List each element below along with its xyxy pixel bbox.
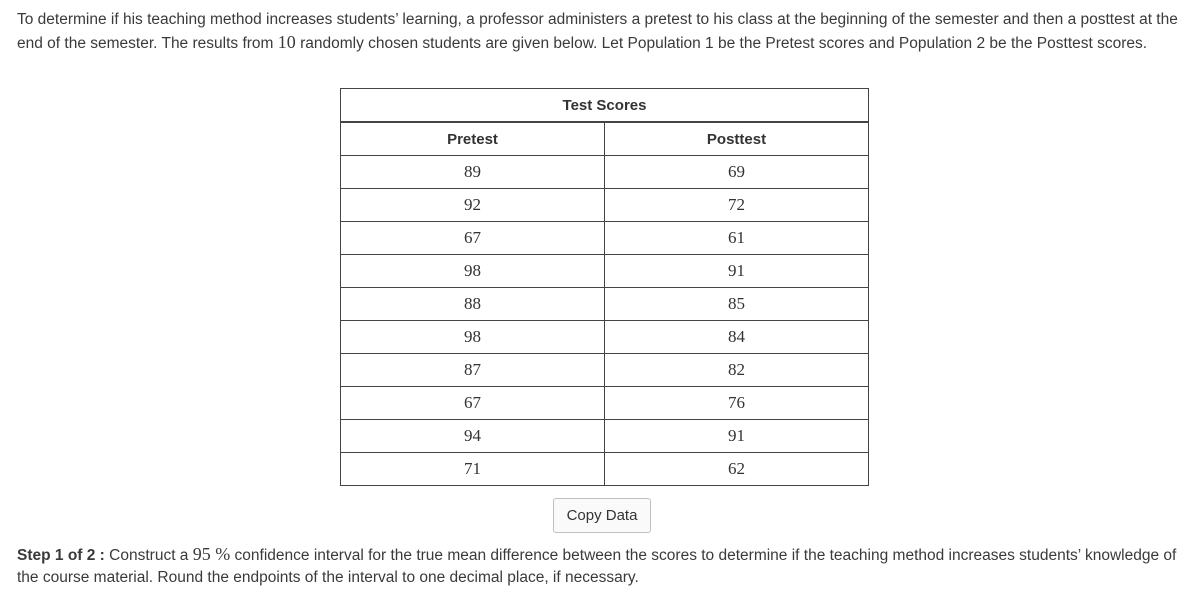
step-text-part1: Construct a: [104, 547, 193, 564]
posttest-cell: 91: [605, 420, 869, 453]
table-row: [341, 189, 869, 222]
table-row: [341, 288, 869, 321]
test-scores-table: [340, 88, 869, 486]
table-row: [341, 453, 869, 486]
column-header-posttest: Posttest: [605, 122, 869, 156]
pretest-cell: 94: [341, 420, 605, 453]
pretest-cell: 88: [341, 288, 605, 321]
table-row: [341, 222, 869, 255]
posttest-cell: 85: [605, 288, 869, 321]
table-row: [341, 255, 869, 288]
pretest-cell: 67: [341, 387, 605, 420]
posttest-cell: 61: [605, 222, 869, 255]
table-body: [341, 156, 869, 486]
table-row: [341, 354, 869, 387]
posttest-cell: 82: [605, 354, 869, 387]
pretest-cell: 98: [341, 255, 605, 288]
pretest-cell: 71: [341, 453, 605, 486]
posttest-cell: 91: [605, 255, 869, 288]
pretest-cell: 87: [341, 354, 605, 387]
problem-statement: [17, 9, 1197, 55]
posttest-cell: 62: [605, 453, 869, 486]
table-row: [341, 420, 869, 453]
intro-text-part2: randomly chosen students are given below. Let Population 1 be the Pretest scores and Population 2 be the Posttest scores.: [295, 35, 1148, 52]
table-row: [341, 321, 869, 354]
pretest-cell: 98: [341, 321, 605, 354]
pretest-cell: 89: [341, 156, 605, 189]
pretest-cell: 92: [341, 189, 605, 222]
step-instructions: [17, 543, 1197, 589]
posttest-cell: 76: [605, 387, 869, 420]
posttest-cell: 72: [605, 189, 869, 222]
posttest-cell: 84: [605, 321, 869, 354]
table-caption: Test Scores: [341, 89, 869, 123]
step-text-part2: confidence interval for the true mean difference between the scores to determine if the teaching method increases students’ knowledge of the course material. Round the endpoints of the interval to one decimal place, if necessary.: [17, 547, 1177, 586]
posttest-cell: 69: [605, 156, 869, 189]
confidence-level: 95 %: [192, 544, 231, 564]
table-row: [341, 387, 869, 420]
test-scores-table-container: [340, 88, 869, 486]
table-row: [341, 156, 869, 189]
sample-size: 10: [277, 32, 296, 52]
step-label: Step 1 of 2 :: [17, 547, 105, 564]
column-header-pretest: Pretest: [341, 122, 605, 156]
copy-data-button[interactable]: Copy Data: [553, 498, 651, 533]
pretest-cell: 67: [341, 222, 605, 255]
intro-text-part1: To determine if his teaching method increases students’ learning, a professor administers a pretest to his class at the beginning of the semester and then a posttest at the end of the semester. The results from: [17, 11, 1178, 52]
